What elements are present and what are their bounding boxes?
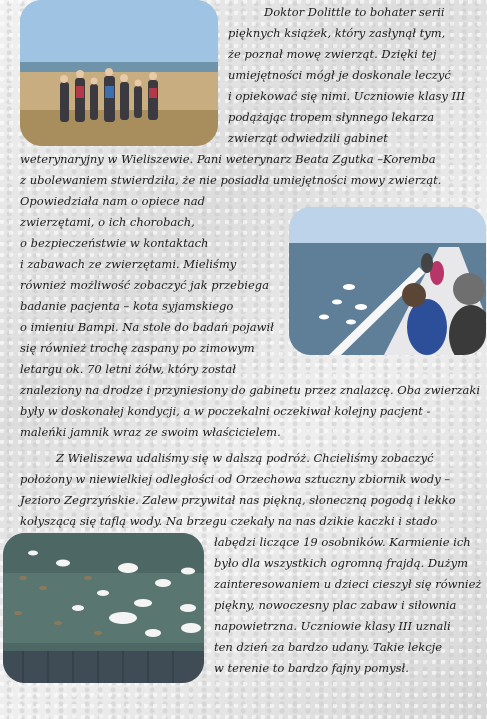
pier-photo bbox=[289, 207, 486, 355]
swans-photo bbox=[3, 533, 204, 683]
text-line: łabędzi liczące 19 osobników. Karmienie ich bbox=[214, 535, 471, 549]
text-line: było dla wszystkich ogromną frajdą. Dużym bbox=[214, 556, 469, 570]
text-line: się również trochę zaspany po zimowym bbox=[20, 341, 255, 355]
beach-photo bbox=[20, 0, 218, 146]
text-line: Jezioro Zegrzyńskie. Zalew przywitał nas piękną, słoneczną pogodą i lekko bbox=[20, 493, 456, 507]
text-line: z ubolewaniem stwierdziła, że nie posiadła umiejętności mowy zwierząt. bbox=[20, 173, 442, 187]
photo-children-beach bbox=[20, 0, 218, 146]
text-line: letargu ok. 70 letni żółw, który został bbox=[20, 362, 236, 376]
text-line: kołyszącą się taflą wody. Na brzegu czekały na nas dzikie kaczki i stado bbox=[20, 514, 438, 528]
text-line: zwierząt odwiedzili gabinet bbox=[228, 131, 388, 145]
text-line: Opowiedziała nam o opiece nad bbox=[20, 194, 205, 208]
text-line: piękny, nowoczesny plac zabaw i siłownia bbox=[214, 598, 457, 612]
text-line: badanie pacjenta – kota syjamskiego bbox=[20, 299, 234, 313]
text-line: również możliwość zobaczyć jak przebiega bbox=[20, 278, 270, 292]
photo-children-feeding-swans-pier bbox=[289, 207, 486, 355]
text-line: Doktor Dolittle to bohater serii bbox=[264, 5, 445, 19]
text-line: ten dzień za bardzo udany. Takie lekcje bbox=[214, 640, 443, 654]
text-line: były w doskonałej kondycji, a w poczekalni oczekiwał kolejny pacjent - bbox=[20, 404, 431, 418]
text-line: w terenie to bardzo fajny pomysł. bbox=[214, 661, 409, 675]
text-line: zainteresowaniem u dzieci cieszył się również bbox=[214, 577, 482, 591]
photo-swans-on-lake bbox=[3, 533, 204, 683]
text-line: napowietrzna. Uczniowie klasy III uznali bbox=[214, 619, 451, 633]
text-line: o imieniu Bampi. Na stole do badań pojawił bbox=[20, 320, 274, 334]
text-line: położony w niewielkiej odległości od Orzechowa sztuczny zbiornik wody – bbox=[20, 472, 451, 486]
text-line: weterynaryjny w Wieliszewie. Pani weterynarz Beata Zgutka –Koremba bbox=[20, 152, 436, 166]
text-line: Z Wieliszewa udaliśmy się w dalszą podróż. Chcieliśmy zobaczyć bbox=[56, 451, 434, 465]
text-line: maleńki jamnik wraz ze swoim właścicielem. bbox=[20, 425, 281, 439]
text-line: i opiekować się nimi. Uczniowie klasy III bbox=[228, 89, 466, 103]
text-line: i zabawach ze zwierzętami. Mieliśmy bbox=[20, 257, 237, 271]
text-line: pięknych książek, który zasłynął tym, bbox=[228, 26, 446, 40]
text-line: umiejętności mógł je doskonale leczyć bbox=[228, 68, 451, 82]
text-line: o bezpieczeństwie w kontaktach bbox=[20, 236, 209, 250]
text-line: znaleziony na drodze i przyniesiony do gabinetu przez znalazcę. Oba zwierzaki bbox=[20, 383, 481, 397]
text-line: podążając tropem słynnego lekarza bbox=[228, 110, 435, 124]
text-line: że poznał mowę zwierząt. Dzięki tej bbox=[228, 47, 437, 61]
text-line: zwierzętami, o ich chorobach, bbox=[20, 215, 195, 229]
